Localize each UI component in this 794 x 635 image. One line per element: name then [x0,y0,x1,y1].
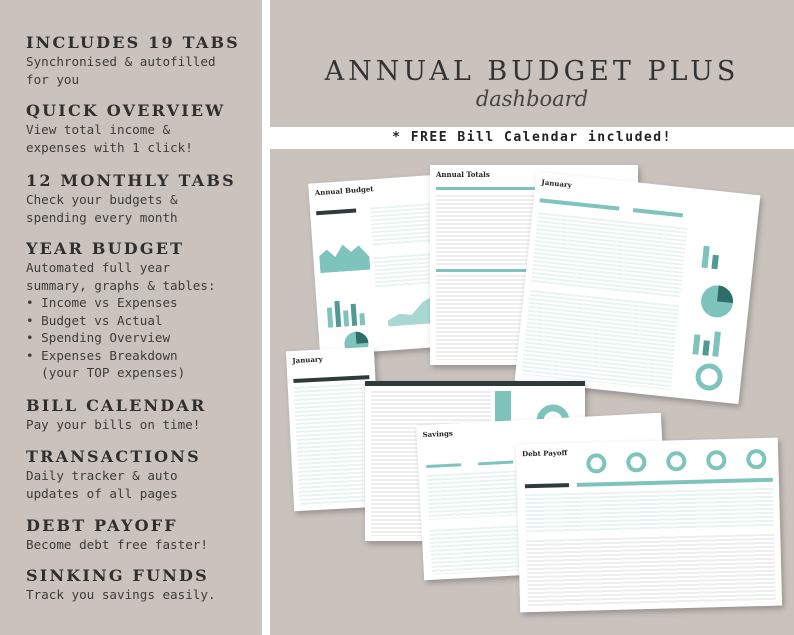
sheet-title: January [292,354,323,366]
feature-line: Pay your bills on time! [26,417,201,432]
feature-bill-calendar [26,396,206,434]
sheet-title: Debt Payoff [521,448,568,459]
feature-line: Track you savings easily. [26,587,216,602]
sheet-header-bar [316,208,356,215]
sheet-header-bar [293,375,369,383]
feature-line: summary, graphs & tables: [26,277,216,293]
feature-line: View total income & [26,122,171,137]
feature-year-budget [26,239,216,382]
feature-line: expenses with 1 click! [26,139,193,155]
sheet-table [525,488,774,534]
free-banner: * FREE Bill Calendar included! [270,127,794,149]
sheet-title: Annual Totals [436,170,490,179]
sheet-table [370,203,435,247]
feature-sinking-funds [26,566,216,604]
sheet-debt-payoff [516,438,782,613]
sheet-title: January [541,177,573,190]
product-subtitle: dashboard [475,87,589,111]
sheet-header-bar [577,478,773,487]
bullet-item: • Budget vs Actual [26,312,163,328]
sheet-title: Savings [422,428,454,440]
feature-line: updates of all pages [26,485,178,501]
preview-panel [270,149,794,635]
bullet-item: • Spending Overview [26,330,171,345]
sheet-table [294,383,376,505]
feature-title: QUICK OVERVIEW [26,101,226,120]
sheet-table [427,470,519,520]
sheet-header-bar [525,483,569,488]
feature-title: 12 MONTHLY TABS [26,171,236,190]
charts-icon [683,239,748,393]
feature-debt-payoff [26,516,208,554]
sheet-header-bar [365,381,585,386]
sheet-header-bar [539,198,619,210]
area-chart-icon [318,235,370,273]
sheet-january [515,172,761,404]
feature-line: Check your budgets & [26,192,178,207]
feature-tabs [26,33,240,88]
feature-line: Synchronised & autofilled [26,54,216,69]
sheet-header-bar [633,208,683,217]
line-chart-icon [386,293,436,326]
feature-quick-overview [26,101,225,156]
feature-line: spending every month [26,209,178,225]
bullet-item: • Expenses Breakdown [26,347,178,363]
feature-transactions [26,447,201,502]
bar-chart-icon [324,294,376,327]
feature-title: TRANSACTIONS [26,447,201,466]
feature-line: for you [26,71,80,87]
feature-title: BILL CALENDAR [26,396,207,415]
sheet-title: Annual Budget [314,184,374,198]
features-panel [0,0,262,635]
feature-title: DEBT PAYOFF [26,516,178,535]
feature-line: Automated full year [26,260,171,275]
sheet-table [526,534,776,608]
feature-bullets [26,294,216,382]
sheet-header-bar [426,463,461,468]
feature-title: SINKING FUNDS [26,566,209,585]
feature-line: Become debt free faster! [26,537,208,552]
product-title: ANNUAL BUDGET PLUS [324,56,740,87]
feature-title: INCLUDES 19 TABS [26,33,240,52]
progress-rings-icon [576,446,777,477]
title-panel [270,0,794,127]
sheet-table [373,253,437,287]
feature-monthly-tabs [26,171,236,226]
sheet-header-bar [478,460,513,465]
feature-line: Daily tracker & auto [26,468,178,483]
feature-title: YEAR BUDGET [26,239,185,258]
sheet-table [531,212,687,297]
bullet-item: (your TOP expenses) [26,365,186,380]
bullet-item: • Income vs Expenses [26,295,178,310]
sheet-annual-budget [308,175,450,356]
sheet-table [430,525,522,575]
sheet-table [521,290,679,390]
